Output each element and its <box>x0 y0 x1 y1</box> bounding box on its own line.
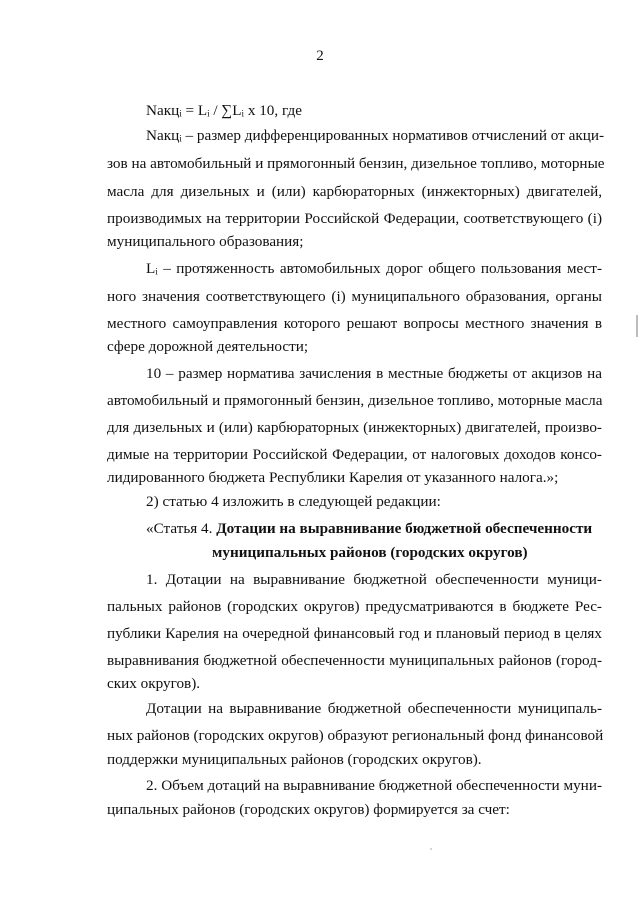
article-prefix: «Статья 4. <box>146 520 217 537</box>
paragraph-line: 10 – размер норматива зачисления в местные бюджеты от акцизов на <box>146 365 602 382</box>
paragraph-line: зов на автомобильный и прямогонный бензин, дизельное топливо, моторные <box>107 155 605 172</box>
paragraph-line: димые на территории Российской Федерации, от налоговых доходов консо- <box>107 446 602 463</box>
paragraph-line: для дизельных и (или) карбюраторных (инжекторных) двигателей, произво- <box>107 419 602 436</box>
paragraph-line: ских округов). <box>107 675 201 692</box>
paragraph-line: ного значения соответствующего (i) муниципального образования, органы <box>107 288 602 305</box>
paragraph-line: Nакцᵢ – размер дифференцированных нормативов отчислений от акци- <box>146 127 605 144</box>
paragraph-line: Lᵢ – протяженность автомобильных дорог общего пользования мест- <box>146 260 602 277</box>
paragraph-line: лидированного бюджета Республики Карелия от указанного налога.»; <box>107 469 559 486</box>
paragraph-line: ных районов (городских округов) образуют региональный фонд финансовой <box>107 727 604 744</box>
paragraph-line: сфере дорожной деятельности; <box>107 338 309 355</box>
paragraph-line: 2. Объем дотаций на выравнивание бюджетной обеспеченности муни- <box>146 777 602 794</box>
scan-dust-mark <box>430 848 432 850</box>
paragraph-line: местного самоуправления которого решают вопросы местного значения в <box>107 315 602 332</box>
page-number: 2 <box>316 48 324 64</box>
paragraph-line: 1. Дотации на выравнивание бюджетной обеспеченности муници- <box>146 571 602 588</box>
paragraph-line: ципальных районов (городских округов) формируется за счет: <box>107 801 510 818</box>
paragraph-line: муниципального образования; <box>107 233 304 250</box>
paragraph-line: публики Карелия на очередной финансовый год и плановый период в целях <box>107 625 602 642</box>
paragraph-line: поддержки муниципальных районов (городских округов). <box>107 751 482 768</box>
paragraph-line: выравнивания бюджетной обеспеченности муниципальных районов (город- <box>107 652 602 669</box>
article-title-line-1: Дотации на выравнивание бюджетной обеспеченности <box>216 520 593 537</box>
paragraph-line: Дотации на выравнивание бюджетной обеспеченности муниципаль- <box>146 700 602 717</box>
article-title-line-2: муниципальных районов (городских округов) <box>212 544 528 561</box>
paragraph-line: производимых на территории Российской Федерации, соответствующего (i) <box>107 210 602 227</box>
paragraph-line: пальных районов (городских округов) предусматриваются в бюджете Рес- <box>107 598 602 615</box>
paragraph-line: 2) статью 4 изложить в следующей редакции: <box>146 493 441 510</box>
paragraph-line: автомобильный и прямогонный бензин, дизельное топливо, моторные масла <box>107 392 603 409</box>
scan-edge-mark <box>636 315 638 337</box>
article-heading <box>146 520 602 538</box>
paragraph-line: масла для дизельных и (или) карбюраторных (инжекторных) двигателей, <box>107 183 602 200</box>
formula-line: Nакцᵢ = Lᵢ / ∑Lᵢ x 10, где <box>146 102 302 119</box>
